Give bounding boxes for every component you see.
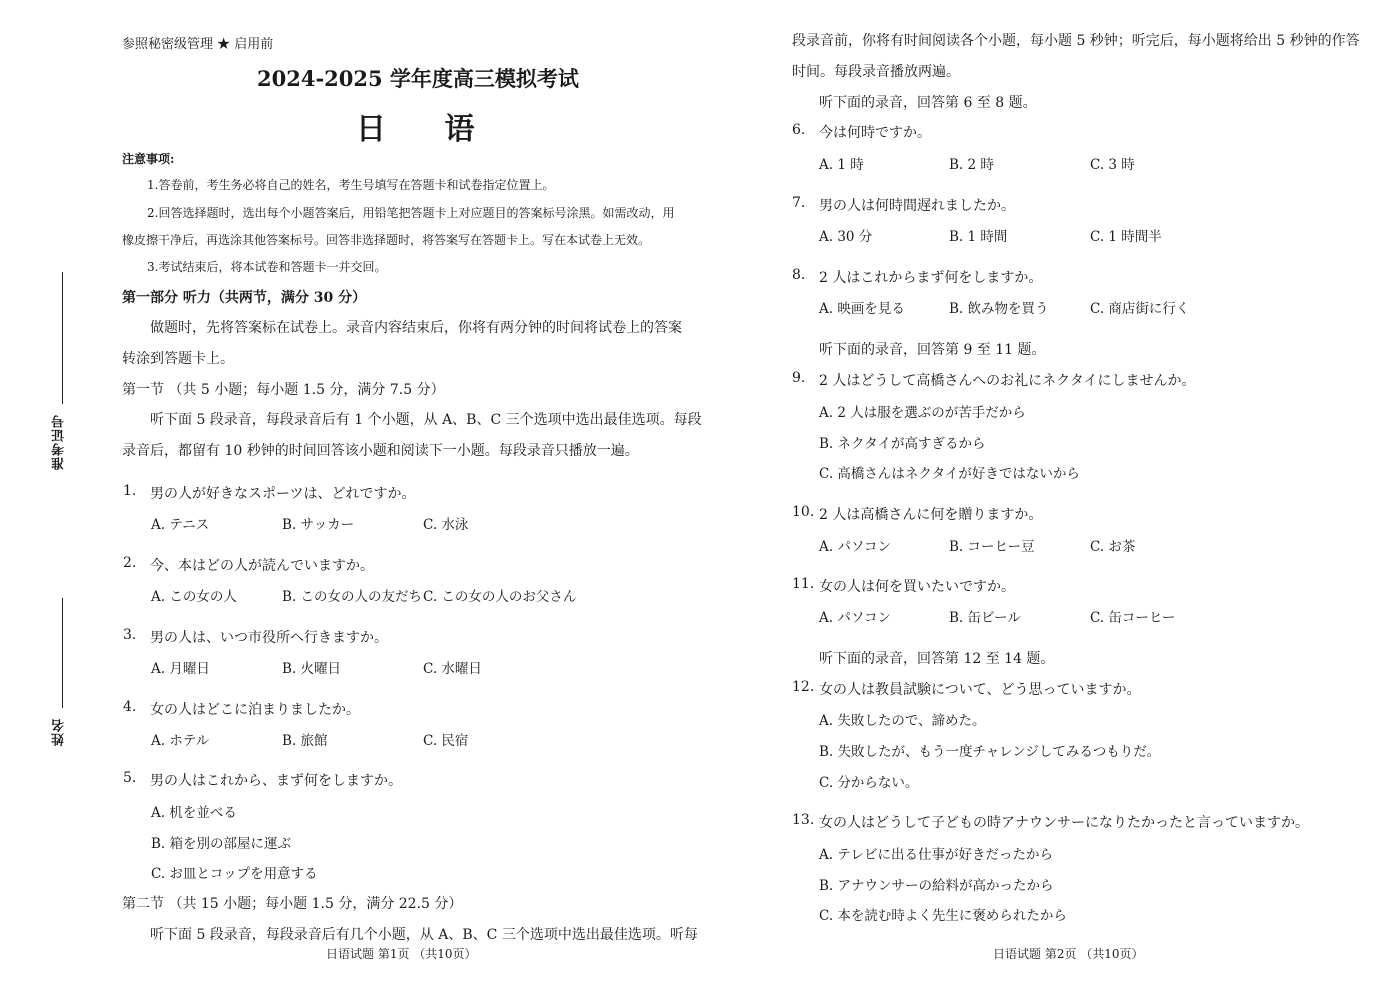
option-c: C. この女の人のお父さん — [423, 589, 577, 605]
option-c: C. 本を読む時よく先生に褒められたから — [819, 908, 1067, 924]
question-number: 5. — [123, 770, 137, 786]
option-c: C. 商店街に行く — [1090, 301, 1190, 317]
option-b: B. サッカー — [282, 517, 355, 533]
question-text: 男の人はこれから、まず何をしますか。 — [150, 773, 402, 789]
option-c: C. 3 時 — [1090, 157, 1135, 173]
question-number: 6. — [792, 122, 806, 138]
subject-title: 日 语 — [356, 112, 499, 147]
part1-instruction: 做题时，先将答案标在试卷上。录音内容结束后，你将有两分钟的时间将试卷上的答案 — [150, 320, 682, 336]
question-number: 10. — [792, 504, 815, 520]
option-a: A. 月曜日 — [151, 661, 210, 677]
question-text: 女の人は何を買いたいですか。 — [819, 579, 1015, 595]
option-c: C. 水曜日 — [423, 661, 482, 677]
question-text: 今、本はどの人が読んでいますか。 — [150, 558, 374, 574]
page2-footer: 日语试题 第2页 （共10页） — [993, 947, 1144, 961]
option-b: B. ネクタイが高すぎるから — [819, 436, 986, 452]
page1-footer: 日语试题 第1页 （共10页） — [326, 947, 477, 961]
section2-heading: 第二节 （共 15 小题；每小题 1.5 分，满分 22.5 分） — [122, 896, 463, 912]
question-number: 3. — [123, 627, 137, 643]
option-b: B. 旅館 — [282, 733, 328, 749]
option-b: B. 缶ビール — [949, 610, 1021, 626]
option-c: C. 民宿 — [423, 733, 469, 749]
question-number: 9. — [792, 370, 806, 386]
question-text: 男の人は何時間遅れましたか。 — [819, 198, 1015, 214]
question-number: 7. — [792, 195, 806, 211]
option-a: A. この女の人 — [151, 589, 237, 605]
notice-item-2-cont: 橡皮擦干净后，再选涂其他答案标号。回答非选择题时，将答案写在答题卡上。写在本试卷上无效。 — [122, 233, 651, 247]
group-instruction-12-14: 听下面的录音，回答第 12 至 14 题。 — [819, 651, 1055, 667]
question-text: 男の人は、いつ市役所へ行きますか。 — [150, 630, 388, 646]
question-text: 今は何時ですか。 — [819, 125, 931, 141]
notice-item-3: 3.考试结束后，将本试卷和答题卡一并交回。 — [147, 260, 387, 274]
option-b: B. この女の人の友だち — [282, 589, 423, 605]
option-a: A. 映画を見る — [819, 301, 905, 317]
section2-instruction-cont: 段录音前，你将有时间阅读各个小题，每小题 5 秒钟；听完后，每小题将给出 5 秒钟的作答 — [792, 33, 1360, 49]
option-b: B. 火曜日 — [282, 661, 342, 677]
question-text: 女の人はどうして子どもの時アナウンサーになりたかったと言っていますか。 — [819, 815, 1309, 831]
option-b: B. 1 時間 — [949, 229, 1008, 245]
question-number: 13. — [792, 812, 815, 828]
group-instruction-9-11: 听下面的录音，回答第 9 至 11 题。 — [819, 342, 1046, 358]
option-a: A. パソコン — [819, 610, 892, 626]
question-text: 2 人は高橋さんに何を贈りますか。 — [819, 507, 1043, 523]
option-b: B. 箱を別の部屋に運ぶ — [151, 836, 292, 852]
option-c: C. 水泳 — [423, 517, 469, 533]
confidential-mark: 参照秘密级管理 ★ 启用前 — [122, 37, 274, 52]
option-b: B. アナウンサーの給料が高かったから — [819, 878, 1054, 894]
question-number: 12. — [792, 679, 815, 695]
exam-title: 2024-2025 学年度高三模拟考试 — [257, 66, 579, 91]
option-b: B. コーヒー豆 — [949, 539, 1035, 555]
section2-instruction: 听下面 5 段录音，每段录音后有几个小题，从 A、B、C 三个选项中选出最佳选项。听每 — [150, 927, 698, 943]
question-text: 2 人はこれからまず何をしますか。 — [819, 270, 1043, 286]
part1-heading: 第一部分 听力（共两节，满分 30 分） — [122, 290, 367, 306]
question-number: 8. — [792, 267, 806, 283]
option-a: A. パソコン — [819, 539, 892, 555]
option-a: A. 2 人は服を選ぶのが苦手だから — [819, 405, 1026, 421]
option-a: A. テレビに出る仕事が好きだったから — [819, 847, 1054, 863]
option-b: B. 2 時 — [949, 157, 994, 173]
option-b: B. 飲み物を買う — [949, 301, 1049, 317]
notice-heading: 注意事项: — [122, 152, 175, 166]
notice-item-1: 1.答卷前，考生务必将自己的姓名，考生号填写在答题卡和试卷指定位置上。 — [147, 178, 555, 192]
option-a: A. テニス — [151, 517, 210, 533]
exam-number-label: 准考证号 — [52, 414, 67, 470]
question-number: 1. — [123, 483, 137, 499]
option-c: C. 缶コーヒー — [1090, 610, 1176, 626]
question-text: 女の人はどこに泊まりましたか。 — [150, 702, 360, 718]
option-c: C. 1 時間半 — [1090, 229, 1162, 245]
option-a: A. 1 時 — [819, 157, 864, 173]
exam-number-line — [62, 272, 63, 404]
option-a: A. 失敗したので、諦めた。 — [819, 713, 986, 729]
question-text: 男の人が好きなスポーツは、どれですか。 — [150, 486, 416, 502]
option-a: A. ホテル — [151, 733, 210, 749]
question-number: 11. — [792, 576, 815, 592]
option-a: A. 机を並べる — [151, 805, 237, 821]
option-b: B. 失敗したが、もう一度チャレンジしてみるつもりだ。 — [819, 744, 1161, 760]
question-text: 2 人はどうして高橋さんへのお礼にネクタイにしませんか。 — [819, 373, 1196, 389]
option-a: A. 30 分 — [819, 229, 873, 245]
section1-instruction: 听下面 5 段录音，每段录音后有 1 个小题，从 A、B、C 三个选项中选出最佳选项。每段 — [150, 412, 702, 428]
question-text: 女の人は教員試験について、どう思っていますか。 — [819, 682, 1141, 698]
name-label: 姓名 — [52, 718, 67, 746]
option-c: C. 高橋さんはネクタイが好きではないから — [819, 466, 1080, 482]
section2-instruction-cont2: 时间。每段录音播放两遍。 — [792, 64, 960, 80]
part1-instruction-cont: 转涂到答题卡上。 — [122, 351, 234, 367]
option-c: C. お茶 — [1090, 539, 1136, 555]
question-number: 4. — [123, 699, 137, 715]
question-number: 2. — [123, 555, 137, 571]
section1-heading: 第一节 （共 5 小题；每小题 1.5 分，满分 7.5 分） — [122, 382, 445, 398]
group-instruction-6-8: 听下面的录音，回答第 6 至 8 题。 — [819, 95, 1037, 111]
option-c: C. お皿とコップを用意する — [151, 866, 318, 882]
option-c: C. 分からない。 — [819, 775, 919, 791]
name-line — [62, 598, 63, 708]
notice-item-2: 2.回答选择题时，选出每个小题答案后，用铅笔把答题卡上对应题目的答案标号涂黑。如需改动，用 — [147, 206, 675, 220]
section1-instruction-cont: 录音后，都留有 10 秒钟的时间回答该小题和阅读下一小题。每段录音只播放一遍。 — [122, 443, 639, 459]
